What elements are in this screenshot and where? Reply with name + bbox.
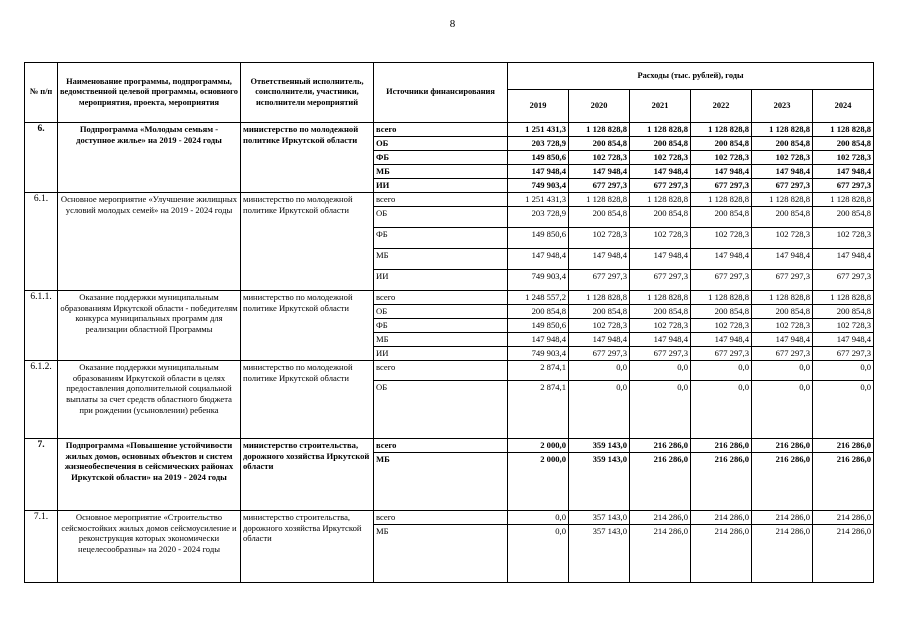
expense-value: 1 251 431,3 [508,193,569,207]
expense-value: 214 286,0 [691,511,752,525]
expense-value: 0,0 [813,361,874,381]
expense-value: 203 728,9 [508,207,569,228]
expense-value: 1 128 828,8 [813,193,874,207]
expense-value: 1 251 431,3 [508,123,569,137]
funding-source: ИИ [374,270,508,291]
expense-value: 147 948,4 [508,333,569,347]
table-row [25,361,874,381]
expense-value: 214 286,0 [752,525,813,583]
expense-value: 149 850,6 [508,228,569,249]
funding-source: ИИ [374,179,508,193]
expense-value: 749 903,4 [508,347,569,361]
expense-value: 102 728,3 [630,151,691,165]
expense-value: 216 286,0 [813,453,874,511]
expense-value: 147 948,4 [569,333,630,347]
program-name: Основное мероприятие «Улучшение жилищных условий молодых семей» на 2019 - 2024 годы [58,193,241,291]
program-name: Подпрограмма «Повышение устойчивости жилых домов, основных объектов и систем жизнеобеспечения в сейсмических районах Иркутской области» на 2019 - 2024 годы [58,439,241,511]
header-year: 2023 [752,90,813,123]
expense-value: 214 286,0 [752,511,813,525]
expense-value: 216 286,0 [813,439,874,453]
expense-value: 200 854,8 [569,137,630,151]
header-responsible: Ответственный исполнитель, соисполнители, участники, исполнители мероприятий [241,63,374,123]
expense-value: 749 903,4 [508,179,569,193]
expense-value: 0,0 [691,381,752,439]
program-name: Основное мероприятие «Строительство сейсмостойких жилых домов сейсмоусиление и реконструкция которых экономически нецелесообразны» на 2020 - 2024 годы [58,511,241,583]
funding-source: ОБ [374,305,508,319]
expense-value: 214 286,0 [691,525,752,583]
expense-value: 677 297,3 [569,347,630,361]
funding-source: МБ [374,249,508,270]
expense-value: 677 297,3 [691,347,752,361]
expense-value: 200 854,8 [752,207,813,228]
funding-source: ИИ [374,347,508,361]
expense-value: 200 854,8 [691,305,752,319]
table-row [25,511,874,525]
expense-value: 677 297,3 [630,270,691,291]
expense-value: 677 297,3 [752,270,813,291]
expense-value: 677 297,3 [752,347,813,361]
expense-value: 1 128 828,8 [752,123,813,137]
expense-value: 147 948,4 [630,249,691,270]
expense-value: 102 728,3 [691,319,752,333]
expense-value: 1 128 828,8 [630,123,691,137]
expense-value: 200 854,8 [569,305,630,319]
expense-value: 102 728,3 [813,228,874,249]
expense-value: 102 728,3 [630,319,691,333]
expense-value: 1 128 828,8 [569,291,630,305]
expense-value: 102 728,3 [691,228,752,249]
funding-source: ОБ [374,381,508,439]
header-year: 2024 [813,90,874,123]
expense-value: 102 728,3 [630,228,691,249]
expense-value: 0,0 [630,361,691,381]
header-sources: Источники финансирования [374,63,508,123]
expense-value: 147 948,4 [569,165,630,179]
expense-value: 147 948,4 [508,249,569,270]
expense-value: 749 903,4 [508,270,569,291]
expense-value: 102 728,3 [813,319,874,333]
expense-value: 1 128 828,8 [752,193,813,207]
row-number: 6. [25,123,58,193]
funding-source: ОБ [374,137,508,151]
expense-value: 147 948,4 [630,165,691,179]
expense-value: 359 143,0 [569,453,630,511]
expense-value: 2 000,0 [508,453,569,511]
program-name: Оказание поддержки муниципальным образованиям Иркутской области в целях предоставления дополнительной социальной выплаты за счет средств областного бюджета при рождении (усыновлении) ребенка [58,361,241,439]
header-year: 2019 [508,90,569,123]
expense-value: 200 854,8 [508,305,569,319]
expense-value: 200 854,8 [752,305,813,319]
program-name: Оказание поддержки муниципальным образованиям Иркутской области - победителям конкурса муниципальных программ для реализации областной Программы [58,291,241,361]
expense-value: 677 297,3 [813,347,874,361]
expense-value: 357 143,0 [569,511,630,525]
funding-source: ФБ [374,228,508,249]
funding-source: ОБ [374,207,508,228]
expense-value: 677 297,3 [813,270,874,291]
expense-value: 214 286,0 [630,511,691,525]
expense-value: 200 854,8 [813,207,874,228]
expense-value: 677 297,3 [813,179,874,193]
expense-value: 1 128 828,8 [813,291,874,305]
expense-value: 102 728,3 [813,151,874,165]
funding-source: ФБ [374,151,508,165]
expense-value: 147 948,4 [569,249,630,270]
funding-source: всего [374,361,508,381]
funding-source: всего [374,291,508,305]
funding-source: МБ [374,525,508,583]
expense-value: 677 297,3 [569,179,630,193]
expense-value: 214 286,0 [813,525,874,583]
funding-source: МБ [374,453,508,511]
expense-value: 2 000,0 [508,439,569,453]
expense-value: 0,0 [752,361,813,381]
header-num: № п/п [25,63,58,123]
expense-value: 216 286,0 [752,439,813,453]
expense-value: 0,0 [630,381,691,439]
expense-value: 200 854,8 [691,207,752,228]
expense-value: 1 128 828,8 [691,123,752,137]
funding-source: всего [374,193,508,207]
table-row [25,291,874,305]
expense-value: 2 874,1 [508,361,569,381]
expense-value: 0,0 [508,511,569,525]
expense-value: 102 728,3 [752,319,813,333]
responsible-executor: министерство по молодежной политике Иркутской области [241,361,374,439]
expense-value: 149 850,6 [508,151,569,165]
expense-value: 102 728,3 [691,151,752,165]
row-number: 6.1.1. [25,291,58,361]
expense-value: 147 948,4 [752,333,813,347]
expense-value: 214 286,0 [630,525,691,583]
expense-value: 200 854,8 [630,137,691,151]
funding-source: всего [374,439,508,453]
expense-value: 677 297,3 [630,179,691,193]
row-number: 6.1.2. [25,361,58,439]
header-name: Наименование программы, подпрограммы, ведомственной целевой программы, основного мероприятия, проекта, мероприятия [58,63,241,123]
expense-value: 149 850,6 [508,319,569,333]
expense-value: 147 948,4 [508,165,569,179]
funding-source: МБ [374,165,508,179]
expense-value: 102 728,3 [569,151,630,165]
header-year: 2021 [630,90,691,123]
row-number: 7.1. [25,511,58,583]
expense-value: 1 128 828,8 [630,193,691,207]
table-row [25,193,874,207]
responsible-executor: министерство по молодежной политике Иркутской области [241,123,374,193]
page-number: 8 [449,18,456,30]
responsible-executor: министерство строительства, дорожного хозяйства Иркутской области [241,511,374,583]
expense-value: 200 854,8 [813,305,874,319]
responsible-executor: министерство по молодежной политике Иркутской области [241,193,374,291]
expense-value: 200 854,8 [752,137,813,151]
expense-value: 0,0 [691,361,752,381]
funding-source: ФБ [374,319,508,333]
expense-value: 677 297,3 [691,270,752,291]
expense-value: 0,0 [508,525,569,583]
header-year: 2022 [691,90,752,123]
expense-value: 1 128 828,8 [630,291,691,305]
expense-value: 216 286,0 [752,453,813,511]
header-year: 2020 [569,90,630,123]
responsible-executor: министерство строительства, дорожного хозяйства Иркутской области [241,439,374,511]
expense-value: 1 128 828,8 [569,123,630,137]
expense-value: 147 948,4 [691,249,752,270]
expense-value: 147 948,4 [752,165,813,179]
funding-source: МБ [374,333,508,347]
expense-value: 102 728,3 [752,151,813,165]
expense-value: 677 297,3 [630,347,691,361]
responsible-executor: министерство по молодежной политике Иркутской области [241,291,374,361]
header-expenses: Расходы (тыс. рублей), годы [508,63,874,90]
expense-value: 147 948,4 [691,165,752,179]
expense-value: 357 143,0 [569,525,630,583]
expense-value: 200 854,8 [691,137,752,151]
expense-value: 677 297,3 [569,270,630,291]
expense-value: 214 286,0 [813,511,874,525]
expense-value: 147 948,4 [813,249,874,270]
expense-value: 1 128 828,8 [569,193,630,207]
expense-value: 0,0 [569,361,630,381]
expense-value: 147 948,4 [691,333,752,347]
expense-value: 0,0 [569,381,630,439]
table-row [25,123,874,137]
expense-value: 200 854,8 [569,207,630,228]
expense-value: 677 297,3 [691,179,752,193]
expense-value: 200 854,8 [630,207,691,228]
row-number: 7. [25,439,58,511]
expense-value: 147 948,4 [813,333,874,347]
expense-value: 102 728,3 [569,228,630,249]
expense-value: 1 248 557,2 [508,291,569,305]
budget-table [24,62,874,583]
row-number: 6.1. [25,193,58,291]
expense-value: 147 948,4 [813,165,874,179]
expense-value: 0,0 [752,381,813,439]
expense-value: 102 728,3 [569,319,630,333]
expense-value: 216 286,0 [630,439,691,453]
expense-value: 200 854,8 [813,137,874,151]
expense-value: 359 143,0 [569,439,630,453]
expense-value: 216 286,0 [630,453,691,511]
expense-value: 147 948,4 [752,249,813,270]
expense-value: 0,0 [813,381,874,439]
expense-value: 1 128 828,8 [813,123,874,137]
expense-value: 2 874,1 [508,381,569,439]
table-row [25,439,874,453]
funding-source: всего [374,511,508,525]
expense-value: 102 728,3 [752,228,813,249]
expense-value: 1 128 828,8 [691,193,752,207]
funding-source: всего [374,123,508,137]
expense-value: 216 286,0 [691,439,752,453]
program-name: Подпрограмма «Молодым семьям - доступное жилье» на 2019 - 2024 годы [58,123,241,193]
expense-value: 203 728,9 [508,137,569,151]
expense-value: 1 128 828,8 [752,291,813,305]
expense-value: 216 286,0 [691,453,752,511]
expense-value: 677 297,3 [752,179,813,193]
expense-value: 200 854,8 [630,305,691,319]
expense-value: 147 948,4 [630,333,691,347]
expense-value: 1 128 828,8 [691,291,752,305]
